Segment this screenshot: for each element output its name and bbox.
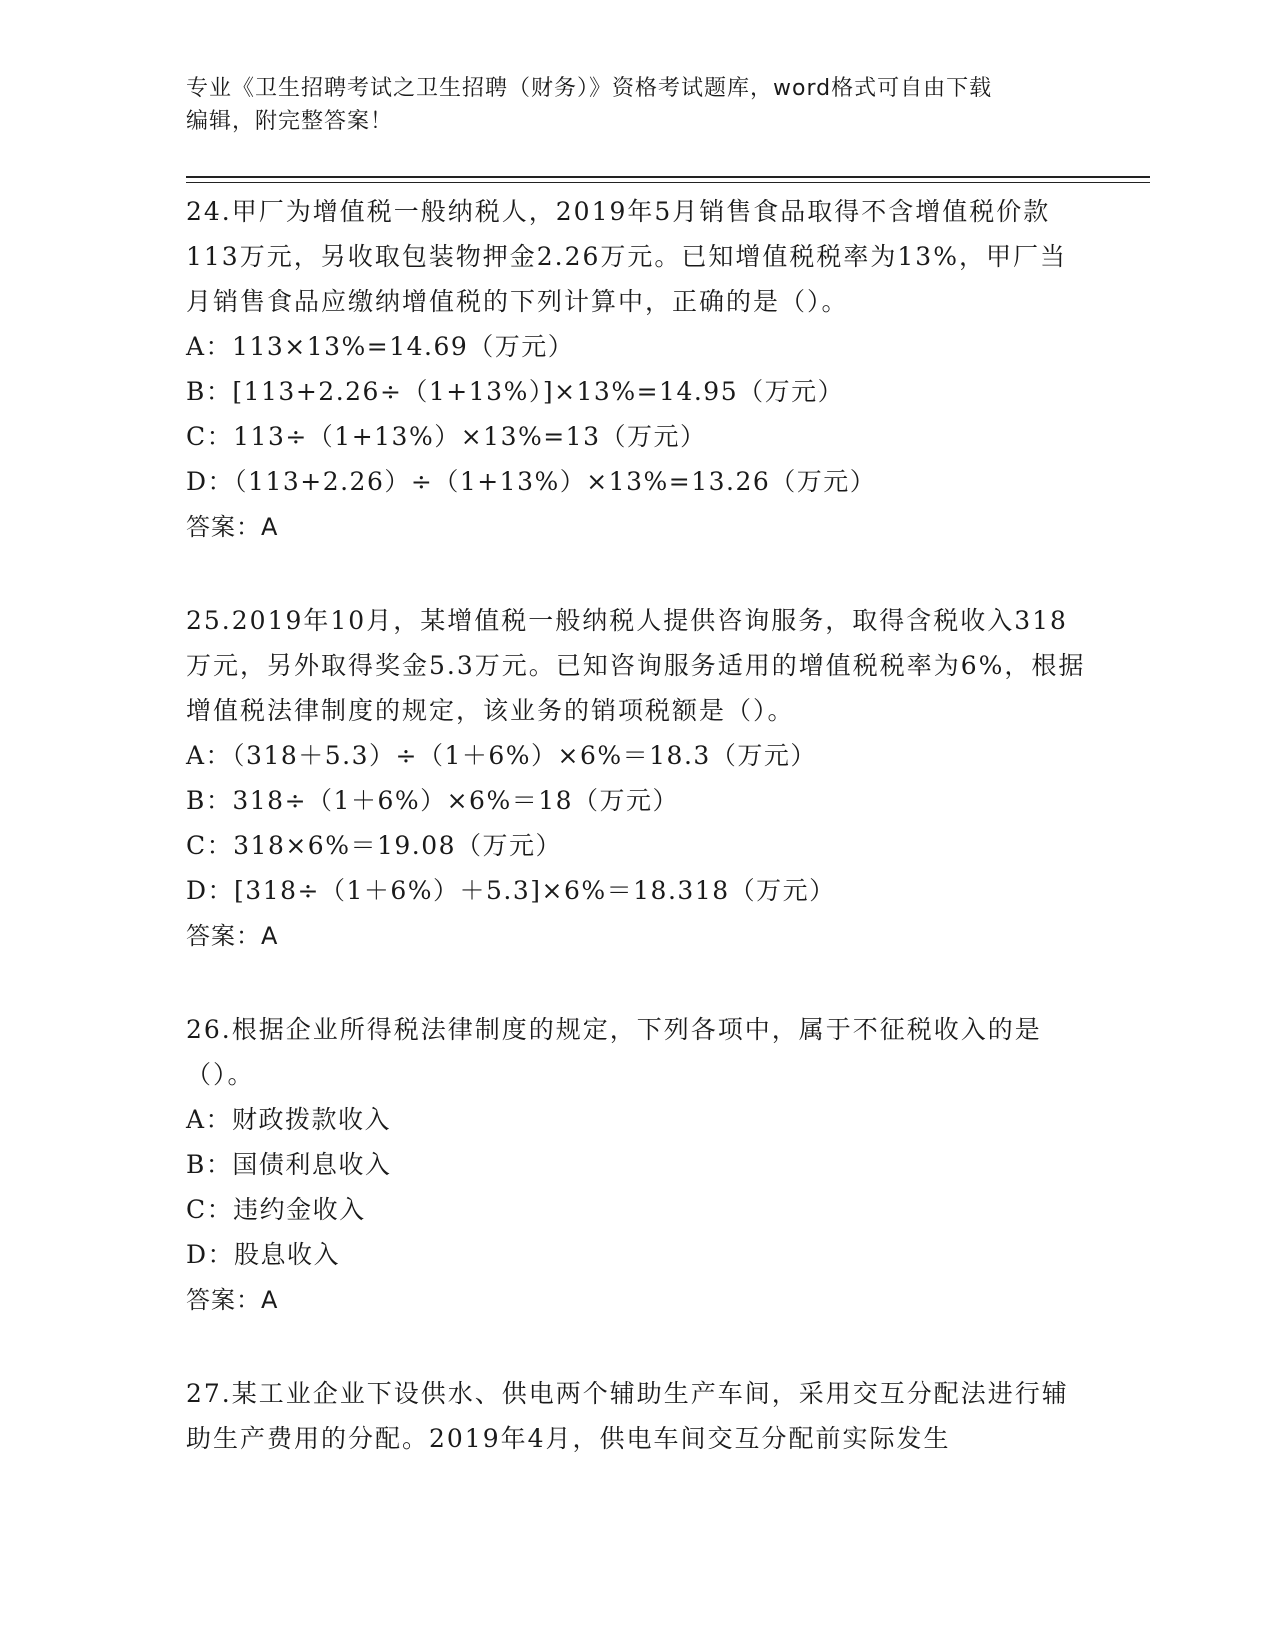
option-d: D：（113+2.26）÷（1+13%）×13%=13.26（万元） <box>186 467 877 496</box>
answer-line: 答案：A <box>186 513 279 541</box>
question-list <box>186 189 1086 1509</box>
option-b: B：[113+2.26÷（1+13%）]×13%=14.95（万元） <box>186 377 845 406</box>
option-c: C：318×6%＝19.08（万元） <box>186 831 563 860</box>
answer-line: 答案：A <box>186 922 279 950</box>
option-c: C：违约金收入 <box>186 1195 366 1224</box>
header-divider-thick <box>186 176 1150 178</box>
option-b: B：318÷（1＋6%）×6%＝18（万元） <box>186 786 680 815</box>
header-line-1: 专业《卫生招聘考试之卫生招聘（财务）》资格考试题库，word格式可自由下载 <box>186 76 993 101</box>
header-divider-thin <box>186 182 1150 183</box>
question-24 <box>186 189 1086 550</box>
option-d: D：[318÷（1＋6%）＋5.3]×6%＝18.318（万元） <box>186 876 836 905</box>
header-line-2: 编辑，附完整答案！ <box>186 109 394 134</box>
option-b: B：国债利息收入 <box>186 1150 392 1179</box>
option-d: D：股息收入 <box>186 1240 341 1269</box>
option-a: A：财政拨款收入 <box>186 1105 392 1134</box>
question-stem: 26.根据企业所得税法律制度的规定，下列各项中，属于不征税收入的是（）。 <box>186 1015 1042 1089</box>
question-25 <box>186 598 1086 959</box>
question-stem: 25.2019年10月，某增值税一般纳税人提供咨询服务，取得含税收入318万元，另外取得奖金5.3万元。已知咨询服务适用的增值税税率为6%，根据增值税法律制度的规定，该业务的销项税额是（）。 <box>186 606 1086 725</box>
question-stem: 24.甲厂为增值税一般纳税人，2019年5月销售食品取得不含增值税价款113万元，另收取包装物押金2.26万元。已知增值税税率为13%，甲厂当月销售食品应缴纳增值税的下列计算中，正确的是（）。 <box>186 197 1067 316</box>
question-26 <box>186 1007 1086 1323</box>
answer-line: 答案：A <box>186 1286 279 1314</box>
question-stem: 27.某工业企业下设供水、供电两个辅助生产车间，采用交互分配法进行辅助生产费用的分配。2019年4月，供电车间交互分配前实际发生 <box>186 1379 1069 1453</box>
document-header <box>186 72 1086 138</box>
option-a: A：113×13%=14.69（万元） <box>186 332 575 361</box>
option-c: C：113÷（1+13%）×13%=13（万元） <box>186 422 707 451</box>
option-a: A：（318＋5.3）÷（1＋6%）×6%＝18.3（万元） <box>186 741 817 770</box>
question-27 <box>186 1371 1086 1461</box>
